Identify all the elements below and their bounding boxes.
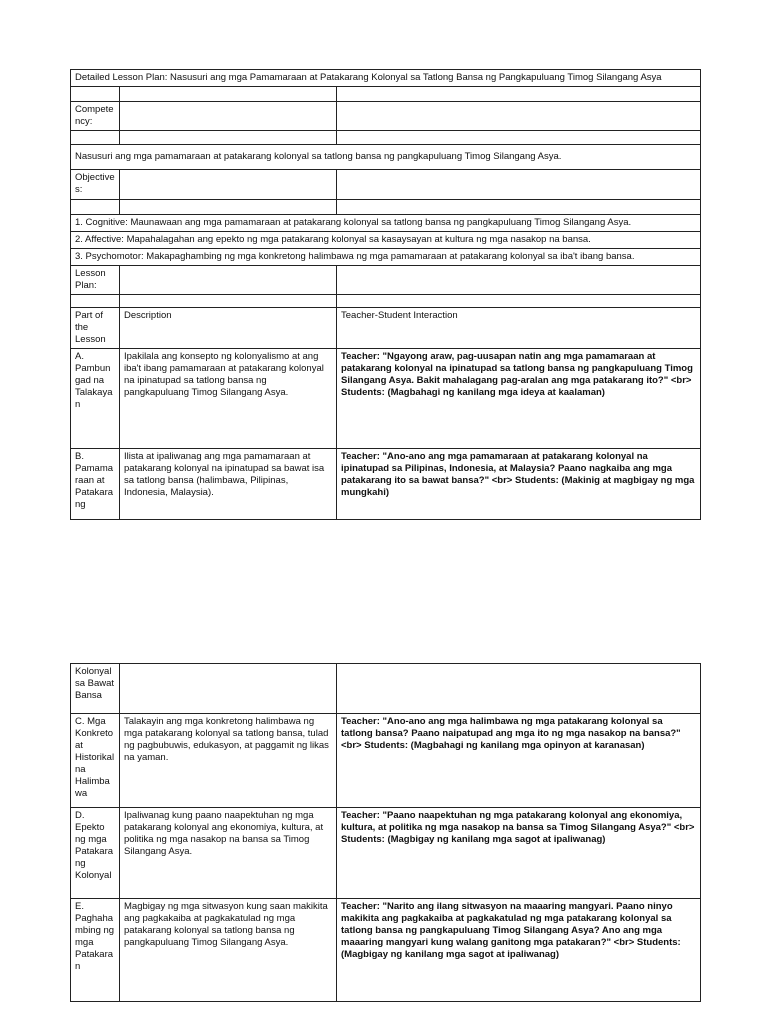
objectives-row bbox=[71, 170, 701, 200]
table-header-row bbox=[71, 308, 701, 349]
objectives-label: Objectives: bbox=[71, 170, 120, 200]
lesson-description: Talakayin ang mga konkretong halimbawa ng mga patakarang kolonyal sa tatlong bansa, tulad ng pagbubuwis, edukasyon, at paggamit ng likas na yaman. bbox=[120, 714, 337, 808]
competency-row bbox=[71, 102, 701, 131]
lesson-part: C. Mga Konkreto at Historikal na Halimbawa bbox=[71, 714, 120, 808]
header-description: Description bbox=[120, 308, 337, 349]
document-title: Detailed Lesson Plan: Nasusuri ang mga Pamamaraan at Patakarang Kolonyal sa Tatlong Bansa ng Pangkapuluang Timog Silangang Asya bbox=[71, 70, 701, 87]
table-row bbox=[71, 449, 701, 520]
table-row bbox=[71, 808, 701, 899]
lesson-part: D. Epekto ng mga Patakarang Kolonyal bbox=[71, 808, 120, 899]
lesson-interaction: Teacher: "Ngayong araw, pag-uusapan natin ang mga pamamaraan at patakarang kolonyal na ipinatupad sa tatlong bansa ng pangkapuluang Timog Silangang Asya. Bakit mahalagang pag-aralan ang mga patakarang ito?" <br> Students: (Magbahagi ng kanilang mga ideya at kaalaman) bbox=[337, 349, 701, 449]
objective-psychomotor: 3. Psychomotor: Makapaghambing ng mga konkretong halimbawa ng mga pamamaraan at patakarang kolonyal sa iba't ibang bansa. bbox=[71, 249, 701, 266]
lesson-part: A. Pambungad na Talakayan bbox=[71, 349, 120, 449]
objective-row bbox=[71, 249, 701, 266]
title-row bbox=[71, 70, 701, 87]
lesson-interaction: Teacher: "Paano naapektuhan ng mga patakarang kolonyal ang ekonomiya, kultura, at politika ng mga nasakop na bansa sa Timog Silangang Asya?" <br> Students: (Magbigay ng kanilang mga sagot at ipaliwanag) bbox=[337, 808, 701, 899]
table-row bbox=[71, 899, 701, 1002]
lesson-interaction: Teacher: "Narito ang ilang sitwasyon na maaaring mangyari. Paano ninyo makikita ang pagkakaiba at pagkakatulad ng mga patakarang kolonyal sa tatlong bansa ng pangkapuluang Timog Silangang Asya? Ano ang mga maaaring mangyari kung walang ganitong mga patakaran?" <br> Students: (Magbigay ng kanilang mga sagot at ipaliwanag) bbox=[337, 899, 701, 1002]
lesson-plan-table-page-1 bbox=[70, 69, 701, 520]
competency-label: Competency: bbox=[71, 102, 120, 131]
lesson-plan-label: Lesson Plan: bbox=[71, 266, 120, 295]
objective-row bbox=[71, 232, 701, 249]
lesson-description: Ipaliwanag kung paano naapektuhan ng mga patakarang kolonyal ang ekonomiya, kultura, at politika ng mga nasakop na bansa sa Timog Silangang Asya. bbox=[120, 808, 337, 899]
competency-text-row bbox=[71, 145, 701, 170]
continuation-row bbox=[71, 664, 701, 714]
lesson-part: E. Paghahambing ng mga Patakaran bbox=[71, 899, 120, 1002]
table-row bbox=[71, 349, 701, 449]
lesson-description: Ilista at ipaliwanag ang mga pamamaraan at patakarang kolonyal na ipinatupad sa bawat isa sa tatlong bansa (halimbawa, Pilipinas, Indonesia, Malaysia). bbox=[120, 449, 337, 520]
header-interaction: Teacher-Student Interaction bbox=[337, 308, 701, 349]
objective-cognitive: 1. Cognitive: Maunawaan ang mga pamamaraan at patakarang kolonyal sa tatlong bansa ng pangkapuluang Timog Silangang Asya. bbox=[71, 215, 701, 232]
lesson-description: Magbigay ng mga sitwasyon kung saan makikita ang pagkakaiba at pagkakatulad ng mga patakarang kolonyal sa tatlong bansa ng pangkapuluang Timog Silangang Asya. bbox=[120, 899, 337, 1002]
lesson-plan-row bbox=[71, 266, 701, 295]
competency-text: Nasusuri ang mga pamamaraan at patakarang kolonyal sa tatlong bansa ng pangkapuluang Timog Silangang Asya. bbox=[71, 145, 701, 170]
objective-affective: 2. Affective: Mapahalagahan ang epekto ng mga patakarang kolonyal sa kasaysayan at kultura ng mga nasakop na bansa. bbox=[71, 232, 701, 249]
lesson-interaction: Teacher: "Ano-ano ang mga halimbawa ng mga patakarang kolonyal sa tatlong bansa? Paano naipatupad ang mga ito ng mga nasakop na bansa?" <br> Students: (Magbahagi ng kanilang mga opinyon at karanasan) bbox=[337, 714, 701, 808]
lesson-description: Ipakilala ang konsepto ng kolonyalismo at ang iba't ibang pamamaraan at patakarang kolonyal na ipinatupad sa tatlong bansa ng pangkapuluang Timog Silangang Asya. bbox=[120, 349, 337, 449]
lesson-part-continued: Kolonyal sa Bawat Bansa bbox=[71, 664, 120, 714]
lesson-plan-table-page-2 bbox=[70, 663, 701, 1002]
lesson-part: B. Pamamaraan at Patakarang bbox=[71, 449, 120, 520]
objective-row bbox=[71, 215, 701, 232]
lesson-interaction: Teacher: "Ano-ano ang mga pamamaraan at patakarang kolonyal na ipinatupad sa Pilipinas, Indonesia, at Malaysia? Paano nagkaiba ang mga patakarang ito sa bawat bansa?" <br> Students: (Makinig at magbigay ng mga mungkahi) bbox=[337, 449, 701, 520]
header-part: Part of the Lesson bbox=[71, 308, 120, 349]
table-row bbox=[71, 714, 701, 808]
